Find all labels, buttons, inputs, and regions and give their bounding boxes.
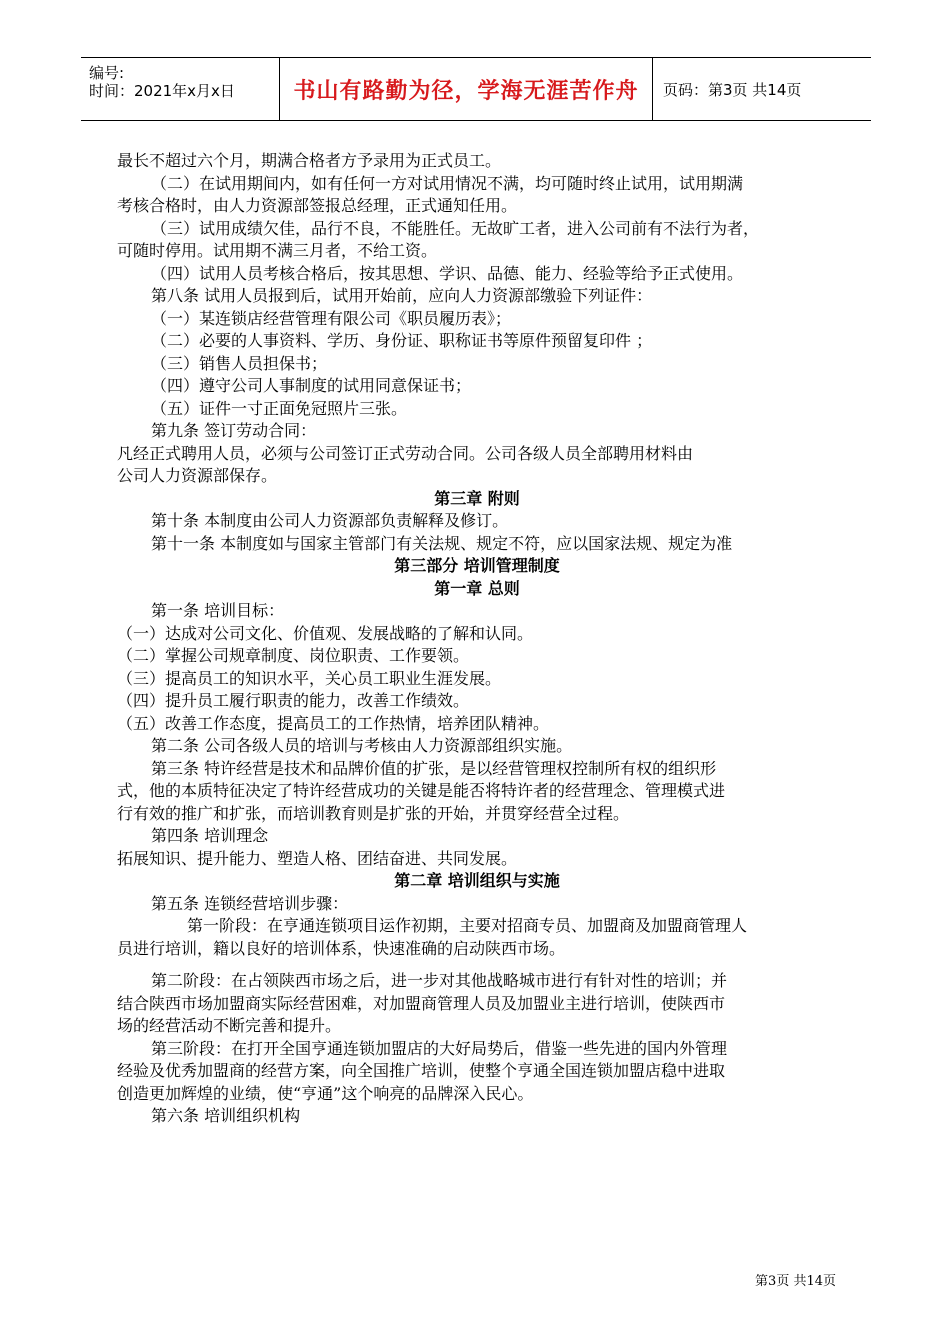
text-line: 第九条 签订劳动合同：: [151, 421, 317, 440]
section-heading: 第二章 培训组织与实施: [394, 871, 560, 890]
text-line: 第六条 培训组织机构: [151, 1106, 301, 1125]
section-heading: 第一章 总则: [434, 578, 520, 598]
text-line: 凡经正式聘用人员，必须与公司签订正式劳动合同。公司各级人员全部聘用材料由: [117, 443, 694, 463]
text-line: （四）遵守公司人事制度的试用同意保证书；: [151, 376, 472, 395]
text-line: 结合陕西市场加盟商实际经营困难，对加盟商管理人员及加盟业主进行培训，使陕西市: [117, 993, 726, 1013]
header-motto: 书山有路勤为径，学海无涯苦作舟: [293, 78, 639, 104]
paragraph-gap: [117, 960, 837, 970]
text-line: 第十条 本制度由公司人力资源部负责解释及修订。: [151, 511, 509, 530]
page-header: [81, 57, 871, 121]
footer-page-number: 第3页 共14页: [755, 1274, 836, 1289]
text-line: 第四条 培训理念: [151, 826, 269, 845]
text-line: 式，他的本质特征决定了特许经营成功的关键是能否将特许者的经营理念、管理模式进: [117, 781, 726, 800]
text-line: （二）掌握公司规章制度、岗位职责、工作要领。: [117, 646, 470, 665]
text-line: 第五条 连锁经营培训步骤：: [151, 893, 349, 913]
text-line: 第八条 试用人员报到后，试用开始前，应向人力资源部缴验下列证件：: [151, 286, 653, 305]
document-time-label: 时间：2021年x月x日: [89, 82, 235, 100]
text-line: 场的经营活动不断完善和提升。: [117, 1016, 342, 1035]
document-number-label: 编号:: [89, 64, 125, 82]
header-page-number: 页码：第3页 共14页: [663, 80, 802, 99]
text-line: （二）在试用期间内，如有任何一方对试用情况不满，均可随时终止试用，试用期满: [151, 173, 744, 193]
text-line: （五）改善工作态度，提高员工的工作热情，培养团队精神。: [117, 713, 550, 733]
text-line: 可随时停用。试用期不满三月者，不给工资。: [117, 241, 438, 260]
text-line: 行有效的推广和扩张，而培训教育则是扩张的开始，并贯穿经营全过程。: [117, 803, 630, 823]
text-line: 拓展知识、提升能力、塑造人格、团结奋进、共同发展。: [117, 848, 518, 868]
text-line: 员进行培训，籍以良好的培训体系，快速准确的启动陕西市场。: [117, 938, 566, 958]
document-body: [117, 150, 837, 1128]
text-line: 公司人力资源部保存。: [117, 466, 278, 485]
text-line: 第三条 特许经营是技术和品牌价值的扩张，是以经营管理权控制所有权的组织形: [151, 758, 717, 778]
text-line: 经验及优秀加盟商的经营方案，向全国推广培训，使整个亨通全国连锁加盟店稳中进取: [117, 1061, 726, 1080]
section-heading: 第三部分 培训管理制度: [394, 556, 560, 575]
section-heading: 第三章 附则: [434, 488, 520, 508]
text-line: （一）某连锁店经营管理有限公司《职员履历表》；: [151, 308, 512, 328]
text-line: （四）提升员工履行职责的能力，改善工作绩效。: [117, 691, 470, 710]
header-motto-cell: [279, 58, 653, 120]
text-line: 第三阶段：在打开全国亨通连锁加盟店的大好局势后，借鉴一些先进的国内外管理: [151, 1038, 728, 1058]
text-line: （五）证件一寸正面免冠照片三张。: [151, 398, 408, 418]
text-line: 第一条 培训目标：: [151, 601, 285, 620]
header-page-cell: [653, 58, 871, 120]
text-line: （三）提高员工的知识水平，关心员工职业生涯发展。: [117, 668, 502, 688]
text-line: 第一阶段：在亨通连锁项目运作初期，主要对招商专员、加盟商及加盟商管理人: [187, 916, 748, 935]
text-line: （三）销售人员担保书；: [151, 353, 328, 373]
text-line: 考核合格时，由人力资源部签报总经理，正式通知任用。: [117, 196, 518, 215]
text-line: 创造更加辉煌的业绩，使“亨通”这个响亮的品牌深入民心。: [117, 1083, 534, 1103]
text-line: （三）试用成绩欠佳，品行不良，不能胜任。无故旷工者，进入公司前有不法行为者，: [151, 218, 760, 238]
text-line: （一）达成对公司文化、价值观、发展战略的了解和认同。: [117, 623, 534, 643]
text-line: 第二阶段：在占领陕西市场之后，进一步对其他战略城市进行有针对性的培训；并: [151, 971, 728, 990]
text-line: 最长不超过六个月，期满合格者方予录用为正式员工。: [117, 151, 502, 170]
text-line: （四）试用人员考核合格后，按其思想、学识、品德、能力、经验等给予正式使用。: [151, 263, 744, 283]
text-line: 第二条 公司各级人员的培训与考核由人力资源部组织实施。: [151, 736, 573, 755]
text-line: 第十一条 本制度如与国家主管部门有关法规、规定不符，应以国家法规、规定为准: [151, 533, 733, 553]
text-line: （二）必要的人事资料、学历、身份证、职称证书等原件预留复印件 ；: [151, 331, 653, 350]
header-meta: [81, 58, 279, 120]
